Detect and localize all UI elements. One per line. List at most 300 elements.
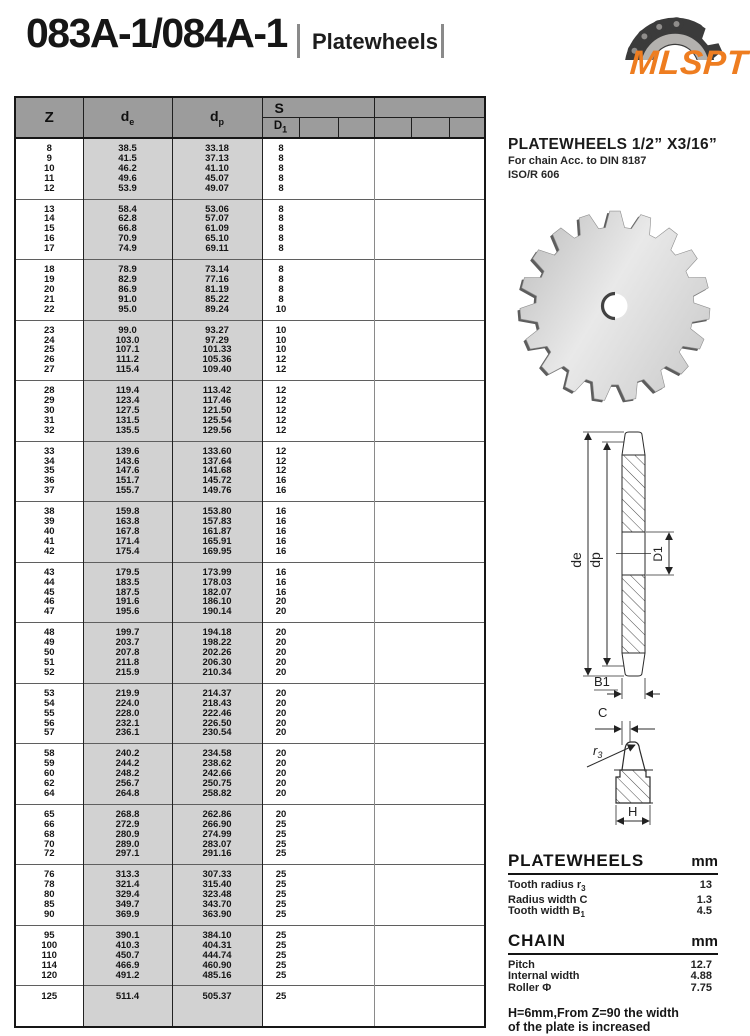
cell-blank	[374, 961, 485, 971]
cell-d1: 25	[262, 941, 374, 951]
cell-d1: 12	[262, 355, 374, 365]
table-row	[15, 224, 485, 234]
cell-d1: 25	[262, 900, 374, 910]
cell-blank	[374, 562, 485, 577]
cell-de: 272.9	[83, 820, 172, 830]
cell-z: 44	[15, 578, 83, 588]
cell-de: 450.7	[83, 951, 172, 961]
cell-dp: 145.72	[172, 476, 262, 486]
cell-d1: 12	[262, 406, 374, 416]
cell-blank	[374, 295, 485, 305]
cell-z: 26	[15, 355, 83, 365]
cell-z: 45	[15, 588, 83, 598]
dim-label-c: C	[598, 705, 608, 720]
cell-dp: 214.37	[172, 683, 262, 698]
table-row	[15, 154, 485, 164]
cell-dp: 343.70	[172, 900, 262, 910]
cell-dp: 291.16	[172, 849, 262, 864]
cell-dp: 141.68	[172, 466, 262, 476]
cell-de: 179.5	[83, 562, 172, 577]
cell-de: 115.4	[83, 365, 172, 380]
table-row	[15, 607, 485, 622]
cell-d1: 16	[262, 517, 374, 527]
cell-z: 114	[15, 961, 83, 971]
cell-de: 175.4	[83, 547, 172, 562]
cell-de: 240.2	[83, 744, 172, 759]
cell-dp: 363.90	[172, 910, 262, 925]
cell-de: 127.5	[83, 406, 172, 416]
table-header-row	[15, 97, 485, 118]
cell-de: 224.0	[83, 699, 172, 709]
spec-label: Tooth radius $r_3$	[508, 879, 586, 894]
cell-d1: 20	[262, 699, 374, 709]
cell-d1: 10	[262, 336, 374, 346]
cell-z: 19	[15, 275, 83, 285]
cell-blank	[374, 199, 485, 214]
page-title: 083A-1/084A-1	[26, 10, 287, 56]
cell-de: 70.9	[83, 234, 172, 244]
table-row	[15, 174, 485, 184]
cell-de: 297.1	[83, 849, 172, 864]
table-row	[15, 466, 485, 476]
cell-blank	[374, 607, 485, 622]
table-row	[15, 779, 485, 789]
cell-de: 111.2	[83, 355, 172, 365]
table-row	[15, 588, 485, 598]
cell-z: 49	[15, 638, 83, 648]
table-row	[15, 744, 485, 759]
cell-blank	[374, 925, 485, 940]
cell-d1: 20	[262, 607, 374, 622]
cell-dp: 238.62	[172, 759, 262, 769]
col-header-empty	[374, 118, 411, 139]
cell-de: 155.7	[83, 486, 172, 501]
cell-de: 199.7	[83, 623, 172, 638]
cell-z: 30	[15, 406, 83, 416]
cell-dp: 65.10	[172, 234, 262, 244]
spec-unit: mm	[691, 853, 718, 870]
cell-blank	[374, 244, 485, 259]
cell-de: 53.9	[83, 184, 172, 199]
cell-d1: 8	[262, 224, 374, 234]
dim-label-de: de	[568, 552, 584, 568]
cell-d1: 20	[262, 709, 374, 719]
cell-d1: 20	[262, 658, 374, 668]
cell-blank	[374, 597, 485, 607]
cell-de: 103.0	[83, 336, 172, 346]
cell-d1: 20	[262, 719, 374, 729]
cell-de: 41.5	[83, 154, 172, 164]
cell-dp: 97.29	[172, 336, 262, 346]
cell-blank	[374, 305, 485, 320]
cell-de: 313.3	[83, 865, 172, 880]
cell-d1: 16	[262, 588, 374, 598]
table-row	[15, 537, 485, 547]
cell-blank	[374, 719, 485, 729]
cell-de: 119.4	[83, 381, 172, 396]
cell-de: 46.2	[83, 164, 172, 174]
cell-blank	[374, 683, 485, 698]
table-row	[15, 416, 485, 426]
cell-blank	[374, 517, 485, 527]
cell-dp: 49.07	[172, 184, 262, 199]
table-row	[15, 623, 485, 638]
cell-z: 10	[15, 164, 83, 174]
cell-d1: 8	[262, 285, 374, 295]
table-row	[15, 320, 485, 335]
cell-z: 78	[15, 880, 83, 890]
table-row	[15, 719, 485, 729]
spec-value: 13	[699, 879, 712, 891]
cell-de: 264.8	[83, 789, 172, 804]
cell-dp: 105.36	[172, 355, 262, 365]
cell-de: 256.7	[83, 779, 172, 789]
cell-z: 85	[15, 900, 83, 910]
cell-blank	[374, 779, 485, 789]
cell-z: 21	[15, 295, 83, 305]
cell-dp: 73.14	[172, 260, 262, 275]
cell-d1: 8	[262, 244, 374, 259]
table-row	[15, 527, 485, 537]
cell-dp: 384.10	[172, 925, 262, 940]
dim-label-dp: dp	[587, 552, 603, 568]
cell-z: 59	[15, 759, 83, 769]
cell-blank	[374, 406, 485, 416]
cell-dp: 234.58	[172, 744, 262, 759]
cell-d1: 20	[262, 759, 374, 769]
spec-row	[508, 906, 718, 921]
cell-z: 76	[15, 865, 83, 880]
cell-z: 55	[15, 709, 83, 719]
cell-z: 15	[15, 224, 83, 234]
table-row	[15, 365, 485, 380]
cell-z: 17	[15, 244, 83, 259]
cell-de: 244.2	[83, 759, 172, 769]
footnote: H=6mm,From Z=90 the width of the plate is increased	[508, 1006, 679, 1035]
table-row	[15, 961, 485, 971]
cell-dp: 53.06	[172, 199, 262, 214]
cell-de: 466.9	[83, 961, 172, 971]
cell-z: 41	[15, 537, 83, 547]
cell-blank	[374, 426, 485, 441]
cell-d1: 20	[262, 638, 374, 648]
cell-dp: 129.56	[172, 426, 262, 441]
cell-z: 25	[15, 345, 83, 355]
cell-dp: 133.60	[172, 441, 262, 456]
cell-dp: 121.50	[172, 406, 262, 416]
cell-blank	[374, 744, 485, 759]
cell-z: 20	[15, 285, 83, 295]
table-row	[15, 840, 485, 850]
cell-blank	[374, 623, 485, 638]
cell-blank	[374, 275, 485, 285]
cell-z: 46	[15, 597, 83, 607]
cell-blank	[374, 224, 485, 234]
cell-dp: 444.74	[172, 951, 262, 961]
cell-z: 9	[15, 154, 83, 164]
cell-z: 40	[15, 527, 83, 537]
cell-de: 86.9	[83, 285, 172, 295]
cell-z: 100	[15, 941, 83, 951]
cell-blank	[374, 234, 485, 244]
cell-dp: 125.54	[172, 416, 262, 426]
cell-d1: 10	[262, 320, 374, 335]
cell-d1: 25	[262, 820, 374, 830]
cell-dp: 307.33	[172, 865, 262, 880]
cell-d1: 20	[262, 668, 374, 683]
cell-d1: 20	[262, 683, 374, 698]
cell-dp: 153.80	[172, 502, 262, 517]
table-row	[15, 759, 485, 769]
table-row	[15, 804, 485, 819]
cell-dp: 258.82	[172, 789, 262, 804]
cell-z: 65	[15, 804, 83, 819]
table-row	[15, 441, 485, 456]
cell-d1: 25	[262, 961, 374, 971]
cell-de: 349.7	[83, 900, 172, 910]
cell-z: 53	[15, 683, 83, 698]
cell-d1: 8	[262, 214, 374, 224]
cell-blank	[374, 345, 485, 355]
cell-de: 95.0	[83, 305, 172, 320]
cell-dp: 460.90	[172, 961, 262, 971]
cell-z: 64	[15, 789, 83, 804]
cell-dp: 109.40	[172, 365, 262, 380]
cell-d1: 16	[262, 527, 374, 537]
cell-blank	[374, 638, 485, 648]
cell-blank	[374, 441, 485, 456]
table-row	[15, 502, 485, 517]
dim-label-r3: $r_3$	[593, 743, 603, 760]
col-header-empty	[411, 118, 449, 139]
cell-dp: 222.46	[172, 709, 262, 719]
table-row	[15, 381, 485, 396]
cell-de: 171.4	[83, 537, 172, 547]
cell-de: 159.8	[83, 502, 172, 517]
table-row	[15, 890, 485, 900]
cell-d1: 25	[262, 971, 374, 986]
cell-dp: 89.24	[172, 305, 262, 320]
col-header-z: Z	[15, 97, 83, 138]
cell-de: 219.9	[83, 683, 172, 698]
table-row	[15, 426, 485, 441]
product-heading: PLATEWHEELS 1/2” X3/16”	[508, 136, 718, 153]
cell-de: 139.6	[83, 441, 172, 456]
cell-dp: 77.16	[172, 275, 262, 285]
cell-d1: 8	[262, 174, 374, 184]
cell-blank	[374, 699, 485, 709]
table-row	[15, 345, 485, 355]
cell-dp: 230.54	[172, 728, 262, 743]
cell-dp: 165.91	[172, 537, 262, 547]
dim-label-b1: B1	[594, 674, 610, 689]
cell-blank	[374, 355, 485, 365]
platewheels-table	[14, 96, 486, 1028]
cell-blank	[374, 941, 485, 951]
cell-d1: 16	[262, 476, 374, 486]
cell-de: 369.9	[83, 910, 172, 925]
cell-d1: 16	[262, 537, 374, 547]
cell-dp: 198.22	[172, 638, 262, 648]
chain-spec-header	[508, 931, 718, 955]
spec-label: Tooth width $B_1$	[508, 905, 585, 920]
cell-dp: 161.87	[172, 527, 262, 537]
cell-z: 35	[15, 466, 83, 476]
cell-blank	[374, 285, 485, 295]
cell-d1: 12	[262, 381, 374, 396]
cell-de: 289.0	[83, 840, 172, 850]
cell-dp: 505.37	[172, 986, 262, 1027]
table-row	[15, 865, 485, 880]
cell-z: 27	[15, 365, 83, 380]
cell-dp: 210.34	[172, 668, 262, 683]
table-row	[15, 900, 485, 910]
cell-z: 23	[15, 320, 83, 335]
cell-de: 167.8	[83, 527, 172, 537]
cell-de: 38.5	[83, 138, 172, 154]
cell-dp: 69.11	[172, 244, 262, 259]
page-subtitle: Platewheels	[312, 29, 438, 54]
cell-de: 74.9	[83, 244, 172, 259]
table-row	[15, 769, 485, 779]
table-row	[15, 476, 485, 486]
cell-d1: 25	[262, 849, 374, 864]
cell-d1: 16	[262, 547, 374, 562]
table-row	[15, 728, 485, 743]
cell-de: 131.5	[83, 416, 172, 426]
cell-de: 195.6	[83, 607, 172, 622]
iso-standard: ISO/R 606	[508, 169, 560, 181]
cell-de: 187.5	[83, 588, 172, 598]
cell-d1: 8	[262, 275, 374, 285]
cell-dp: 190.14	[172, 607, 262, 622]
cell-dp: 182.07	[172, 588, 262, 598]
cell-dp: 45.07	[172, 174, 262, 184]
table-row	[15, 597, 485, 607]
cell-z: 22	[15, 305, 83, 320]
cell-blank	[374, 769, 485, 779]
cell-z: 16	[15, 234, 83, 244]
table-row	[15, 406, 485, 416]
cell-d1: 8	[262, 260, 374, 275]
cell-blank	[374, 164, 485, 174]
cell-blank	[374, 804, 485, 819]
cell-blank	[374, 840, 485, 850]
col-header-empty	[299, 118, 338, 139]
spec-label: Radius width C	[508, 893, 588, 906]
cell-d1: 16	[262, 578, 374, 588]
cell-dp: 194.18	[172, 623, 262, 638]
cell-z: 54	[15, 699, 83, 709]
table-row	[15, 648, 485, 658]
cell-blank	[374, 900, 485, 910]
cell-de: 66.8	[83, 224, 172, 234]
cell-z: 95	[15, 925, 83, 940]
cell-blank	[374, 728, 485, 743]
cell-z: 56	[15, 719, 83, 729]
table-row	[15, 820, 485, 830]
table-row	[15, 285, 485, 295]
dim-label-h: H	[628, 804, 638, 819]
spec-value: 4.88	[690, 970, 712, 983]
table-row	[15, 971, 485, 986]
cell-dp: 178.03	[172, 578, 262, 588]
table-row	[15, 184, 485, 199]
table-row	[15, 699, 485, 709]
cell-de: 135.5	[83, 426, 172, 441]
cell-de: 248.2	[83, 769, 172, 779]
cell-d1: 12	[262, 426, 374, 441]
cell-dp: 262.86	[172, 804, 262, 819]
title-divider	[441, 24, 444, 58]
col-header-extra	[374, 97, 485, 118]
cell-dp: 404.31	[172, 941, 262, 951]
table-row	[15, 830, 485, 840]
cell-d1: 8	[262, 138, 374, 154]
cell-de: 280.9	[83, 830, 172, 840]
cell-d1: 20	[262, 744, 374, 759]
cell-dp: 266.90	[172, 820, 262, 830]
dim-label-d1: D1	[651, 546, 665, 562]
spec-section	[508, 851, 718, 1034]
cell-dp: 226.50	[172, 719, 262, 729]
cell-z: 120	[15, 971, 83, 986]
cell-z: 50	[15, 648, 83, 658]
cell-de: 107.1	[83, 345, 172, 355]
cell-dp: 485.16	[172, 971, 262, 986]
cell-z: 62	[15, 779, 83, 789]
cell-z: 28	[15, 381, 83, 396]
cell-blank	[374, 184, 485, 199]
table-row	[15, 683, 485, 698]
spec-value: 4.5	[696, 905, 712, 918]
cell-d1: 25	[262, 910, 374, 925]
table-row	[15, 880, 485, 890]
cell-z: 68	[15, 830, 83, 840]
cell-de: 147.6	[83, 466, 172, 476]
table-row	[15, 941, 485, 951]
cell-dp: 61.09	[172, 224, 262, 234]
cell-blank	[374, 880, 485, 890]
cell-d1: 8	[262, 184, 374, 199]
cell-blank	[374, 416, 485, 426]
chain-standard: For chain Acc. to DIN 8187	[508, 155, 647, 167]
cell-dp: 186.10	[172, 597, 262, 607]
cell-d1: 8	[262, 295, 374, 305]
sprocket-photo	[502, 203, 730, 411]
cell-dp: 202.26	[172, 648, 262, 658]
cell-blank	[374, 486, 485, 501]
cell-z: 34	[15, 457, 83, 467]
cell-blank	[374, 986, 485, 1027]
cell-d1: 20	[262, 648, 374, 658]
cell-de: 183.5	[83, 578, 172, 588]
cell-d1: 10	[262, 345, 374, 355]
cell-dp: 57.07	[172, 214, 262, 224]
cell-de: 203.7	[83, 638, 172, 648]
cell-blank	[374, 381, 485, 396]
col-header-de: $d_e$	[83, 97, 172, 138]
cell-z: 18	[15, 260, 83, 275]
cell-de: 511.4	[83, 986, 172, 1027]
cell-d1: 25	[262, 840, 374, 850]
cell-dp: 101.33	[172, 345, 262, 355]
cell-dp: 283.07	[172, 840, 262, 850]
table-row	[15, 658, 485, 668]
cell-d1: 20	[262, 804, 374, 819]
cell-dp: 169.95	[172, 547, 262, 562]
spec-value: 1.3	[696, 893, 712, 906]
